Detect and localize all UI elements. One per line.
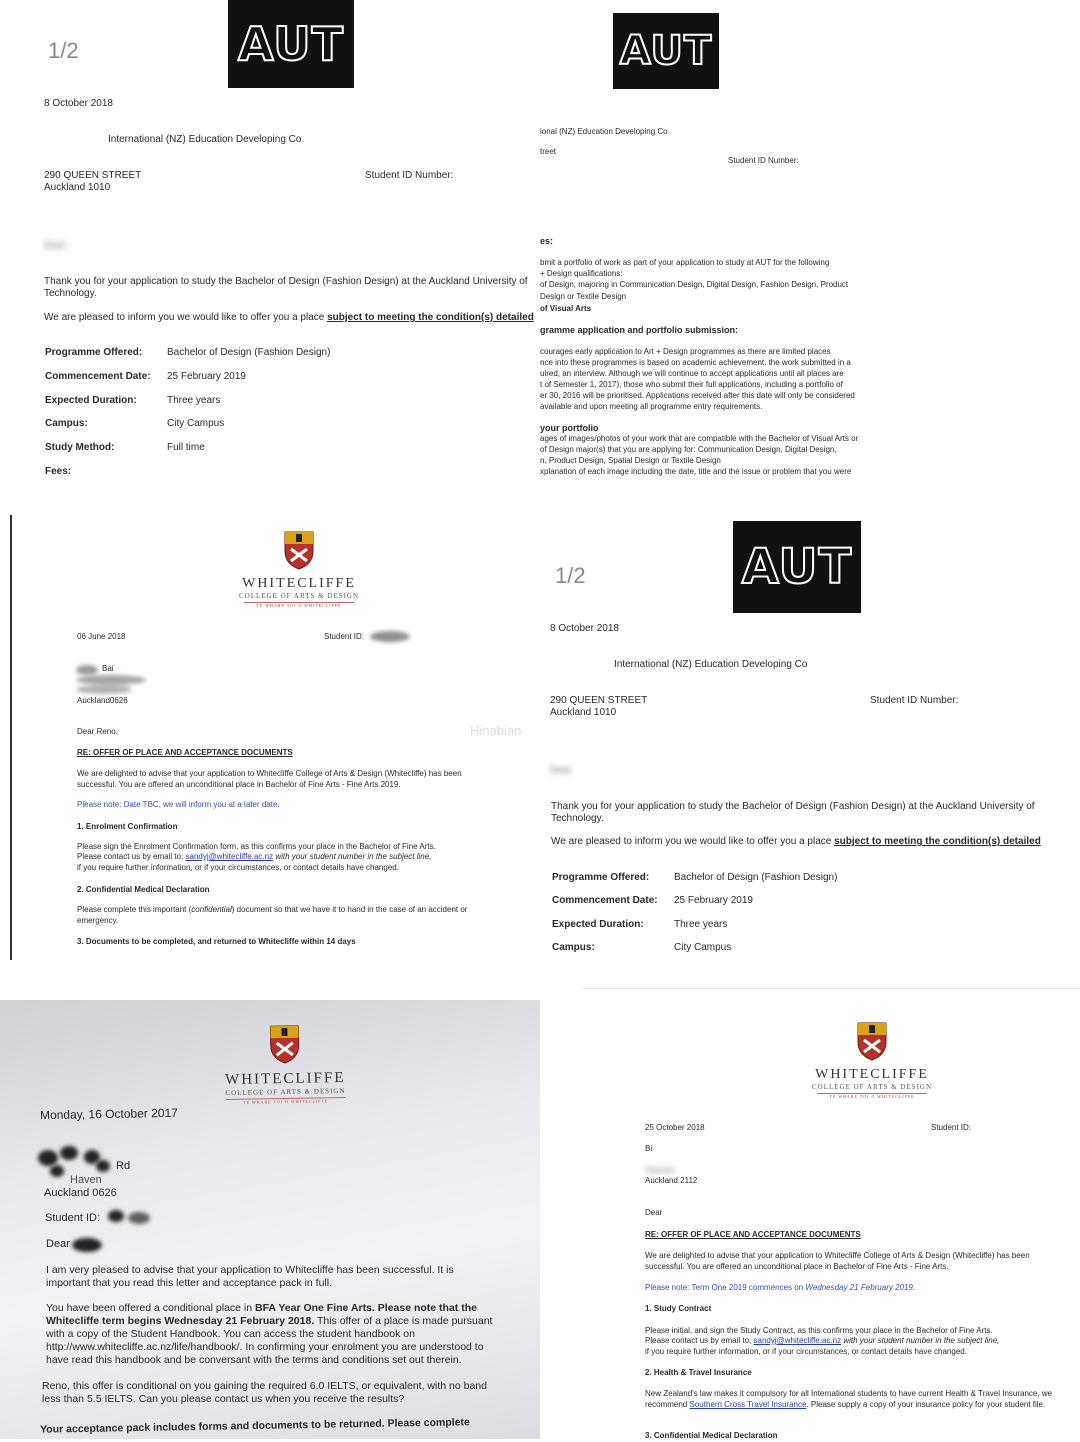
crest-icon bbox=[282, 529, 316, 571]
whitecliffe-subtitle: COLLEGE OF ARTS & DESIGN bbox=[225, 1086, 346, 1098]
section-heading: your portfolio bbox=[540, 423, 599, 433]
field-label: Programme Offered: bbox=[552, 872, 650, 883]
letter-date: 8 October 2018 bbox=[550, 623, 619, 634]
page-edge bbox=[582, 988, 1080, 989]
field-value: 25 February 2019 bbox=[167, 371, 246, 382]
body-paragraph: Reno, this offer is conditional on you gaining the required 6.0 IELTS, or equivalent, with no band less than 5.5 IELTS. Can you please contact us when you receive the results? bbox=[42, 1380, 487, 1405]
para-line: courages early application to Art + Design programmes as there are limited places bbox=[540, 347, 831, 356]
whitecliffe-logo bbox=[797, 1020, 947, 1099]
section-heading: gramme application and portfolio submission: bbox=[540, 325, 739, 335]
redaction bbox=[128, 1212, 150, 1224]
redaction bbox=[76, 685, 132, 694]
letter-aut-1 bbox=[0, 0, 540, 500]
address-line: Bi bbox=[645, 1144, 653, 1153]
body-paragraph: Your acceptance pack includes forms and documents to be returned. Please complete bbox=[39, 1416, 470, 1436]
aut-logo bbox=[613, 13, 719, 89]
offer-paragraph: We are delighted to advise that your application to Whitecliffe College of Arts & Design (Whitecliffe) has been successful. You are offered an unconditional place in Bachelor of Fine Arts - Fine Arts 2019. bbox=[77, 769, 462, 789]
redaction bbox=[50, 1165, 64, 1177]
letter-whitecliffe-1 bbox=[14, 515, 536, 965]
crest-icon bbox=[855, 1020, 889, 1062]
recipient-company: International (NZ) Education Developing Co bbox=[108, 134, 302, 145]
letter-date: Monday, 16 October 2017 bbox=[39, 1105, 178, 1123]
whitecliffe-name: WHITECLIFFE bbox=[224, 1069, 346, 1089]
salutation: Dear bbox=[46, 1238, 70, 1250]
para-line: nce into these programmes is based on academic achievement, the work submitted in a bbox=[540, 358, 851, 367]
section-title: 3. Documents to be completed, and returned to Whitecliffe within 14 days bbox=[77, 937, 356, 946]
field-value: Bachelor of Design (Fashion Design) bbox=[167, 347, 331, 358]
whitecliffe-motto: TE WHARE TOI O WHITECLIFFE bbox=[829, 1094, 915, 1099]
salutation: Dear bbox=[44, 240, 66, 251]
term-note-date: Wednesday 21 February 2019. bbox=[805, 1283, 916, 1292]
whitecliffe-subtitle: COLLEGE OF ARTS & DESIGN bbox=[238, 592, 360, 600]
re-line: RE: OFFER OF PLACE AND ACCEPTANCE DOCUMENTS bbox=[645, 1230, 861, 1239]
para-line: xplanation of each image including the date, title and the issue or problem that you were bbox=[540, 467, 852, 476]
whitecliffe-logo bbox=[204, 1021, 365, 1106]
body-thank-you: Thank you for your application to study the Bachelor of Design (Fashion Design) at the Auckland University of Technology. bbox=[551, 801, 1035, 824]
page-indicator: 1/2 bbox=[555, 563, 586, 588]
crest-icon bbox=[267, 1022, 302, 1067]
medical-text-b: ) document so that we have it to hand in the case of an accident or emergency. bbox=[77, 905, 468, 925]
section-title: 3. Confidential Medical Declaration bbox=[645, 1431, 778, 1440]
recipient-city: Auckland 1010 bbox=[550, 707, 617, 718]
recipient-city: Auckland0626 bbox=[77, 696, 128, 705]
aut-logo-text: AUT bbox=[619, 28, 713, 74]
whitecliffe-logo bbox=[224, 529, 374, 608]
contact-note: with your student number in the subject line, bbox=[843, 1336, 1000, 1345]
student-id-label: Student ID Number: bbox=[870, 695, 959, 706]
section-text bbox=[645, 1389, 1065, 1410]
recipient-company: International (NZ) Education Developing Co bbox=[614, 659, 808, 670]
field-value: City Campus bbox=[167, 418, 225, 429]
para-line: of Visual Arts bbox=[540, 304, 592, 313]
medical-text-a: Please complete this important ( bbox=[77, 905, 192, 914]
para-line: + Design qualifications: bbox=[540, 269, 623, 278]
body-offer-text: We are pleased to inform you we would like to offer you a place bbox=[551, 836, 832, 847]
address-line: Haven bbox=[70, 1174, 102, 1186]
field-label: Expected Duration: bbox=[45, 395, 137, 406]
para-line: bmit a portfolio of work as part of your application to study at AUT for the following bbox=[540, 258, 830, 267]
recipient-company: ional (NZ) Education Developing Co bbox=[540, 127, 668, 136]
student-id-label: Student ID Number: bbox=[728, 156, 799, 165]
email-link[interactable]: sandyj@whitecliffe.ac.nz bbox=[185, 852, 274, 861]
letter-whitecliffe-3 bbox=[582, 988, 1080, 1439]
field-value: Three years bbox=[167, 395, 221, 406]
section-text: if you require further information, or if your circumstances, or contact details have changed. bbox=[77, 863, 399, 872]
recipient-street: 290 QUEEN STREET bbox=[550, 695, 648, 706]
field-label: Expected Duration: bbox=[552, 919, 644, 930]
recipient-city: Auckland 1010 bbox=[44, 182, 111, 193]
student-id-label: Student ID Number: bbox=[365, 170, 454, 181]
section-title: 1. Enrolment Confirmation bbox=[77, 822, 178, 831]
letter-aut-3 bbox=[470, 515, 1080, 985]
section-title: 2. Health & Travel Insurance bbox=[645, 1368, 752, 1377]
section-text bbox=[77, 905, 487, 926]
body-paragraph: I am very pleased to advise that your application to Whitecliffe has been successful. It is important that you read this letter and acceptance pack in full. bbox=[46, 1264, 454, 1289]
field-label: Campus: bbox=[45, 418, 88, 429]
student-id-label: Student ID: bbox=[324, 632, 365, 641]
aut-logo bbox=[228, 0, 354, 88]
section-heading: es: bbox=[540, 236, 554, 246]
field-label: Commencement Date: bbox=[45, 371, 151, 382]
letter-date: 8 October 2018 bbox=[44, 98, 113, 109]
section-title: 1. Study Contract bbox=[645, 1304, 712, 1313]
letter-date: 06 June 2018 bbox=[77, 632, 126, 641]
para-line: t of Semester 1, 2017), those who submit their full applications, including a portfolio of bbox=[540, 380, 843, 389]
insurance-text-b: . Please supply a copy of your insurance policy for your student file. bbox=[806, 1399, 1046, 1409]
redaction bbox=[96, 1160, 110, 1172]
para-line: n, Product Design, Spatial Design or Textile Design bbox=[540, 456, 721, 465]
field-value: Three years bbox=[674, 919, 728, 930]
field-label: Programme Offered: bbox=[45, 347, 143, 358]
para-line: Design or Textile Design bbox=[540, 292, 627, 301]
whitecliffe-motto: TE WHARE TOI O WHITECLIFFE bbox=[243, 1098, 329, 1105]
field-label: Study Method: bbox=[45, 442, 115, 453]
para-line: of Design major(s) that you are applying for: Communication Design, Digital Design, bbox=[540, 445, 837, 454]
aut-logo-text: AUT bbox=[238, 17, 344, 71]
para-line: of Design, majoring in Communication Design, Digital Design, Fashion Design, Product bbox=[540, 280, 849, 289]
whitecliffe-name: WHITECLIFFE bbox=[242, 576, 356, 591]
term-note bbox=[645, 1283, 915, 1294]
whitecliffe-motto: TE WHARE TOI O WHITECLIFFE bbox=[256, 603, 342, 608]
redaction bbox=[38, 1150, 58, 1166]
date-note: Please note: Date TBC, we will inform you at a later date. bbox=[77, 800, 280, 809]
re-line: RE: OFFER OF PLACE AND ACCEPTANCE DOCUMENTS bbox=[77, 748, 293, 757]
field-value: Full time bbox=[167, 442, 205, 453]
body-offer-condition: subject to meeting the condition(s) detailed bbox=[834, 836, 1041, 847]
contact-text: Please contact us by email to; bbox=[77, 852, 184, 861]
whitecliffe-name: WHITECLIFFE bbox=[815, 1067, 929, 1082]
insurance-link[interactable]: Southern Cross Travel Insurance bbox=[689, 1399, 807, 1409]
redaction bbox=[76, 675, 146, 685]
redaction bbox=[72, 1238, 102, 1252]
whitecliffe-subtitle: COLLEGE OF ARTS & DESIGN bbox=[811, 1083, 933, 1091]
handbook-text: This offer of a place is made pursuant with a copy of the Student Handbook. You can access the student handbook on http://www.whitecliffe.ac.nz/life/handbook/. In confirming your enrolment you are understood to have read this handbook and be conversant with the terms and conditions set out therein. bbox=[46, 1315, 493, 1366]
contact-note: with your student number in the subject line, bbox=[275, 852, 432, 861]
salutation: Dear bbox=[645, 1208, 663, 1217]
field-label: Fees: bbox=[45, 466, 72, 477]
section-text: Please initial, and sign the Study Contract, as this confirms your place in the Bachelor of Fine Arts. bbox=[645, 1326, 993, 1335]
letter-whitecliffe-2 bbox=[0, 1000, 540, 1439]
watermark: Hinabian bbox=[470, 723, 522, 738]
contact-text: Please contact us by email to; bbox=[645, 1336, 752, 1345]
field-value: City Campus bbox=[674, 942, 732, 953]
aut-logo-text: AUT bbox=[741, 539, 853, 595]
redaction bbox=[76, 665, 98, 675]
student-id-label: Student ID: bbox=[931, 1123, 972, 1132]
page-indicator: 1/2 bbox=[48, 38, 79, 63]
address-line: Takanini bbox=[645, 1166, 675, 1175]
redaction bbox=[370, 631, 410, 642]
aut-logo bbox=[733, 521, 861, 613]
offer-programme: BFA Year One Fine Arts. Please note that the Whitecliffe term begins Wednesday 21 February 2018. bbox=[46, 1302, 477, 1327]
para-line: available and upon meeting all programme entry requirements. bbox=[540, 402, 763, 411]
offer-text: You have been offered a conditional place in bbox=[46, 1302, 253, 1314]
recipient-name: Bai bbox=[102, 664, 114, 673]
frame-edge bbox=[10, 515, 12, 960]
field-label: Campus: bbox=[552, 942, 595, 953]
recipient-street: treet bbox=[540, 147, 557, 156]
para-line: er 30, 2016 will be prioritised. Applications received after this date will only be considered bbox=[540, 391, 855, 400]
redaction bbox=[60, 1146, 78, 1160]
recipient-street: 290 QUEEN STREET bbox=[44, 170, 142, 181]
field-value: Bachelor of Design (Fashion Design) bbox=[674, 872, 838, 883]
section-title: 2. Confidential Medical Declaration bbox=[77, 885, 210, 894]
field-label: Commencement Date: bbox=[552, 895, 658, 906]
letter-aut-2 bbox=[540, 0, 1080, 500]
section-text: Please sign the Enrolment Confirmation form, as this confirms your place in the Bachelor of Fine Arts. bbox=[77, 842, 436, 851]
body-offer-text: We are pleased to inform you we would like to offer you a place bbox=[44, 312, 325, 323]
para-line: ages of images/photos of your work that are compatible with the Bachelor of Visual Arts or bbox=[540, 434, 859, 443]
medical-text-italic: confidential bbox=[191, 905, 232, 914]
field-value: 25 February 2019 bbox=[674, 895, 753, 906]
address-line: Auckland 2112 bbox=[645, 1176, 698, 1185]
section-text: if you require further information, or if your circumstances, or contact details have changed. bbox=[645, 1347, 967, 1356]
redaction bbox=[108, 1210, 124, 1222]
salutation: Dear bbox=[550, 765, 572, 776]
body-offer-condition: subject to meeting the condition(s) detailed bbox=[327, 312, 534, 323]
insurance-text-a: New Zealand's law makes it compulsory for all International students to have current Health & Travel Insurance, we recommend bbox=[645, 1389, 1053, 1409]
body-offer bbox=[44, 312, 534, 324]
email-link[interactable]: sandyj@whitecliffe.ac.nz bbox=[753, 1336, 842, 1345]
section-text bbox=[645, 1336, 999, 1347]
section-text bbox=[77, 852, 431, 863]
para-line: uired, an interview. Although we will continue to accept applications until all places are bbox=[540, 369, 844, 378]
salutation: Dear Reno, bbox=[77, 727, 118, 736]
body-offer bbox=[551, 836, 1041, 848]
body-paragraph bbox=[46, 1302, 506, 1367]
term-note-text: Please note: Term One 2019 commences on bbox=[645, 1283, 804, 1292]
student-id-label: Student ID: bbox=[45, 1212, 101, 1224]
body-thank-you: Thank you for your application to study the Bachelor of Design (Fashion Design) at the Auckland University of Technology. bbox=[44, 276, 528, 299]
address-line: Auckland 0626 bbox=[44, 1187, 117, 1199]
address-line: Rd bbox=[116, 1160, 131, 1172]
letter-date: 25 October 2018 bbox=[645, 1123, 705, 1132]
offer-paragraph: We are delighted to advise that your application to Whitecliffe College of Arts & Design (Whitecliffe) has been successful. You are offered an unconditional place in Bachelor of Fine Arts - Fine Arts. bbox=[645, 1251, 1030, 1271]
